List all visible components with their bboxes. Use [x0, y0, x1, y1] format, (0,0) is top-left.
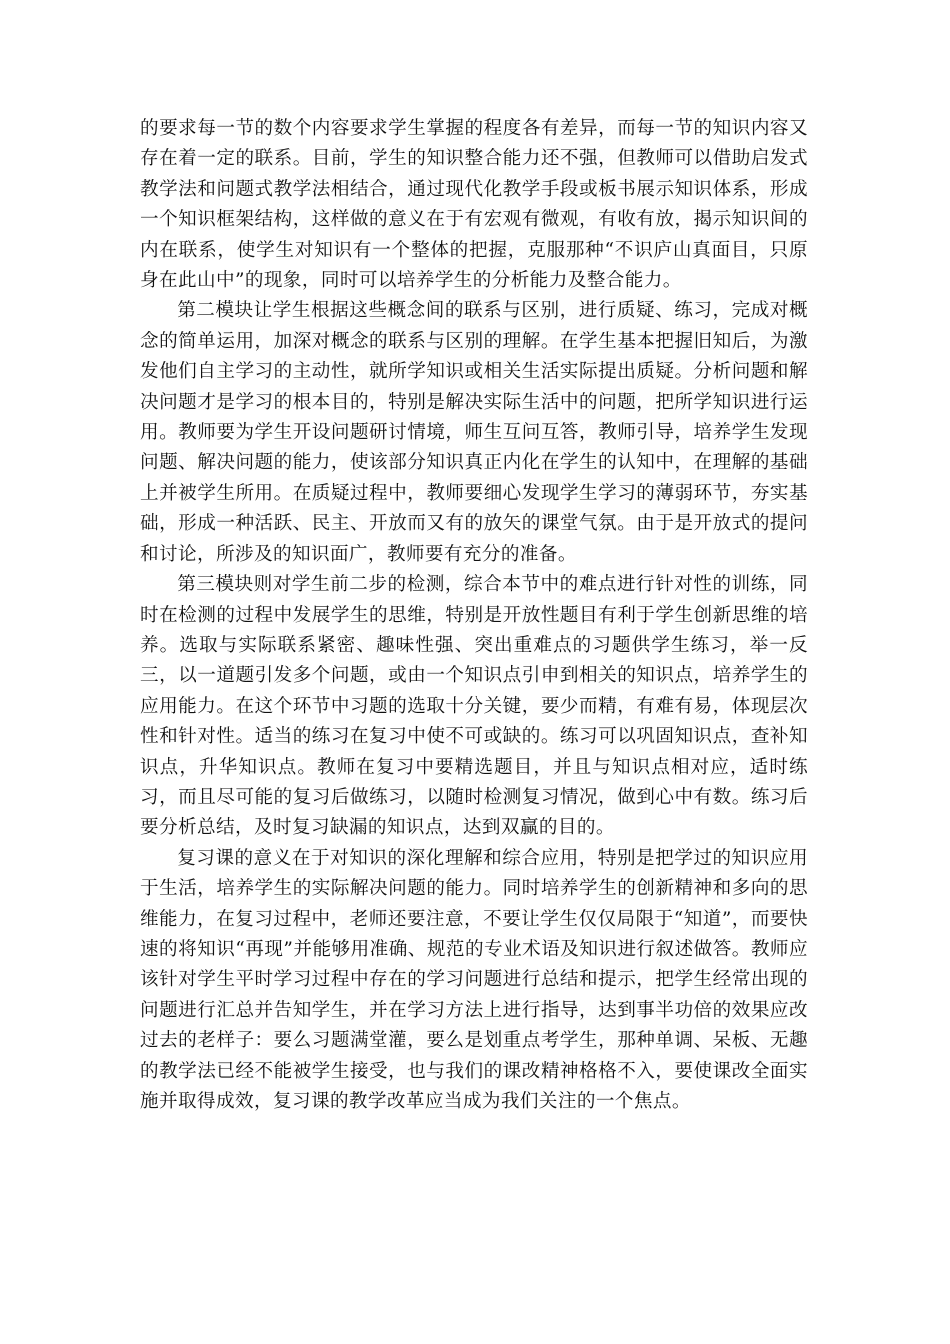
document-body	[140, 114, 808, 1117]
paragraph-module-two: 第二模块让学生根据这些概念间的联系与区别，进行质疑、练习，完成对概念的简单运用，加深对概念的联系与区别的理解。在学生基本把握旧知后，为激发他们自主学习的主动性，就所学知识或相关生活实际提出质疑。分析问题和解决问题才是学习的根本目的，特别是解决实际生活中的问题，把所学知识进行运用。教师要为学生开设问题研讨情境，师生互问互答，教师引导，培养学生发现问题、解决问题的能力，使该部分知识真正内化在学生的认知中，在理解的基础上并被学生所用。在质疑过程中，教师要细心发现学生学习的薄弱环节，夯实基础，形成一种活跃、民主、开放而又有的放矢的课堂气氛。由于是开放式的提问和讨论，所涉及的知识面广，教师要有充分的准备。	[140, 300, 808, 565]
paragraph-continued: 的要求每一节的数个内容要求学生掌握的程度各有差异，而每一节的知识内容又存在着一定的联系。目前，学生的知识整合能力还不强，但教师可以借助启发式教学法和问题式教学法相结合，通过现代化教学手段或板书展示知识体系，形成一个知识框架结构，这样做的意义在于有宏观有微观，有收有放，揭示知识间的内在联系，使学生对知识有一个整体的把握，克服那种“不识庐山真面目，只原身在此山中”的现象，同时可以培养学生的分析能力及整合能力。	[140, 118, 808, 292]
paragraph-module-three: 第三模块则对学生前二步的检测，综合本节中的难点进行针对性的训练，同时在检测的过程中发展学生的思维，特别是开放性题目有利于学生创新思维的培养。选取与实际联系紧密、趣味性强、突出重难点的习题供学生练习，举一反三，以一道题引发多个问题，或由一个知识点引申到相关的知识点，培养学生的应用能力。在这个环节中习题的选取十分关键，要少而精，有难有易，体现层次性和针对性。适当的练习在复习中使不可或缺的。练习可以巩固知识点，查补知识点，升华知识点。教师在复习中要精选题目，并且与知识点相对应，适时练习，而且尽可能的复习后做练习，以随时检测复习情况，做到心中有数。练习后要分析总结，及时复习缺漏的知识点，达到双赢的目的。	[140, 574, 808, 839]
paragraph-review-significance: 复习课的意义在于对知识的深化理解和综合应用，特别是把学过的知识应用于生活，培养学生的实际解决问题的能力。同时培养学生的创新精神和多向的思维能力，在复习过程中，老师还要注意，不要让学生仅仅局限于“知道”，而要快速的将知识“再现”并能够用准确、规范的专业术语及知识进行叙述做答。教师应该针对学生平时学习过程中存在的学习问题进行总结和提示，把学生经常出现的问题进行汇总并告知学生，并在学习方法上进行指导，达到事半功倍的效果应改过去的老样子：要么习题满堂灌，要么是划重点考学生，那种单调、呆板、无趣的教学法已经不能被学生接受，也与我们的课改精神格格不入，要使课改全面实施并取得成效，复习课的教学改革应当成为我们关注的一个焦点。	[140, 847, 808, 1112]
